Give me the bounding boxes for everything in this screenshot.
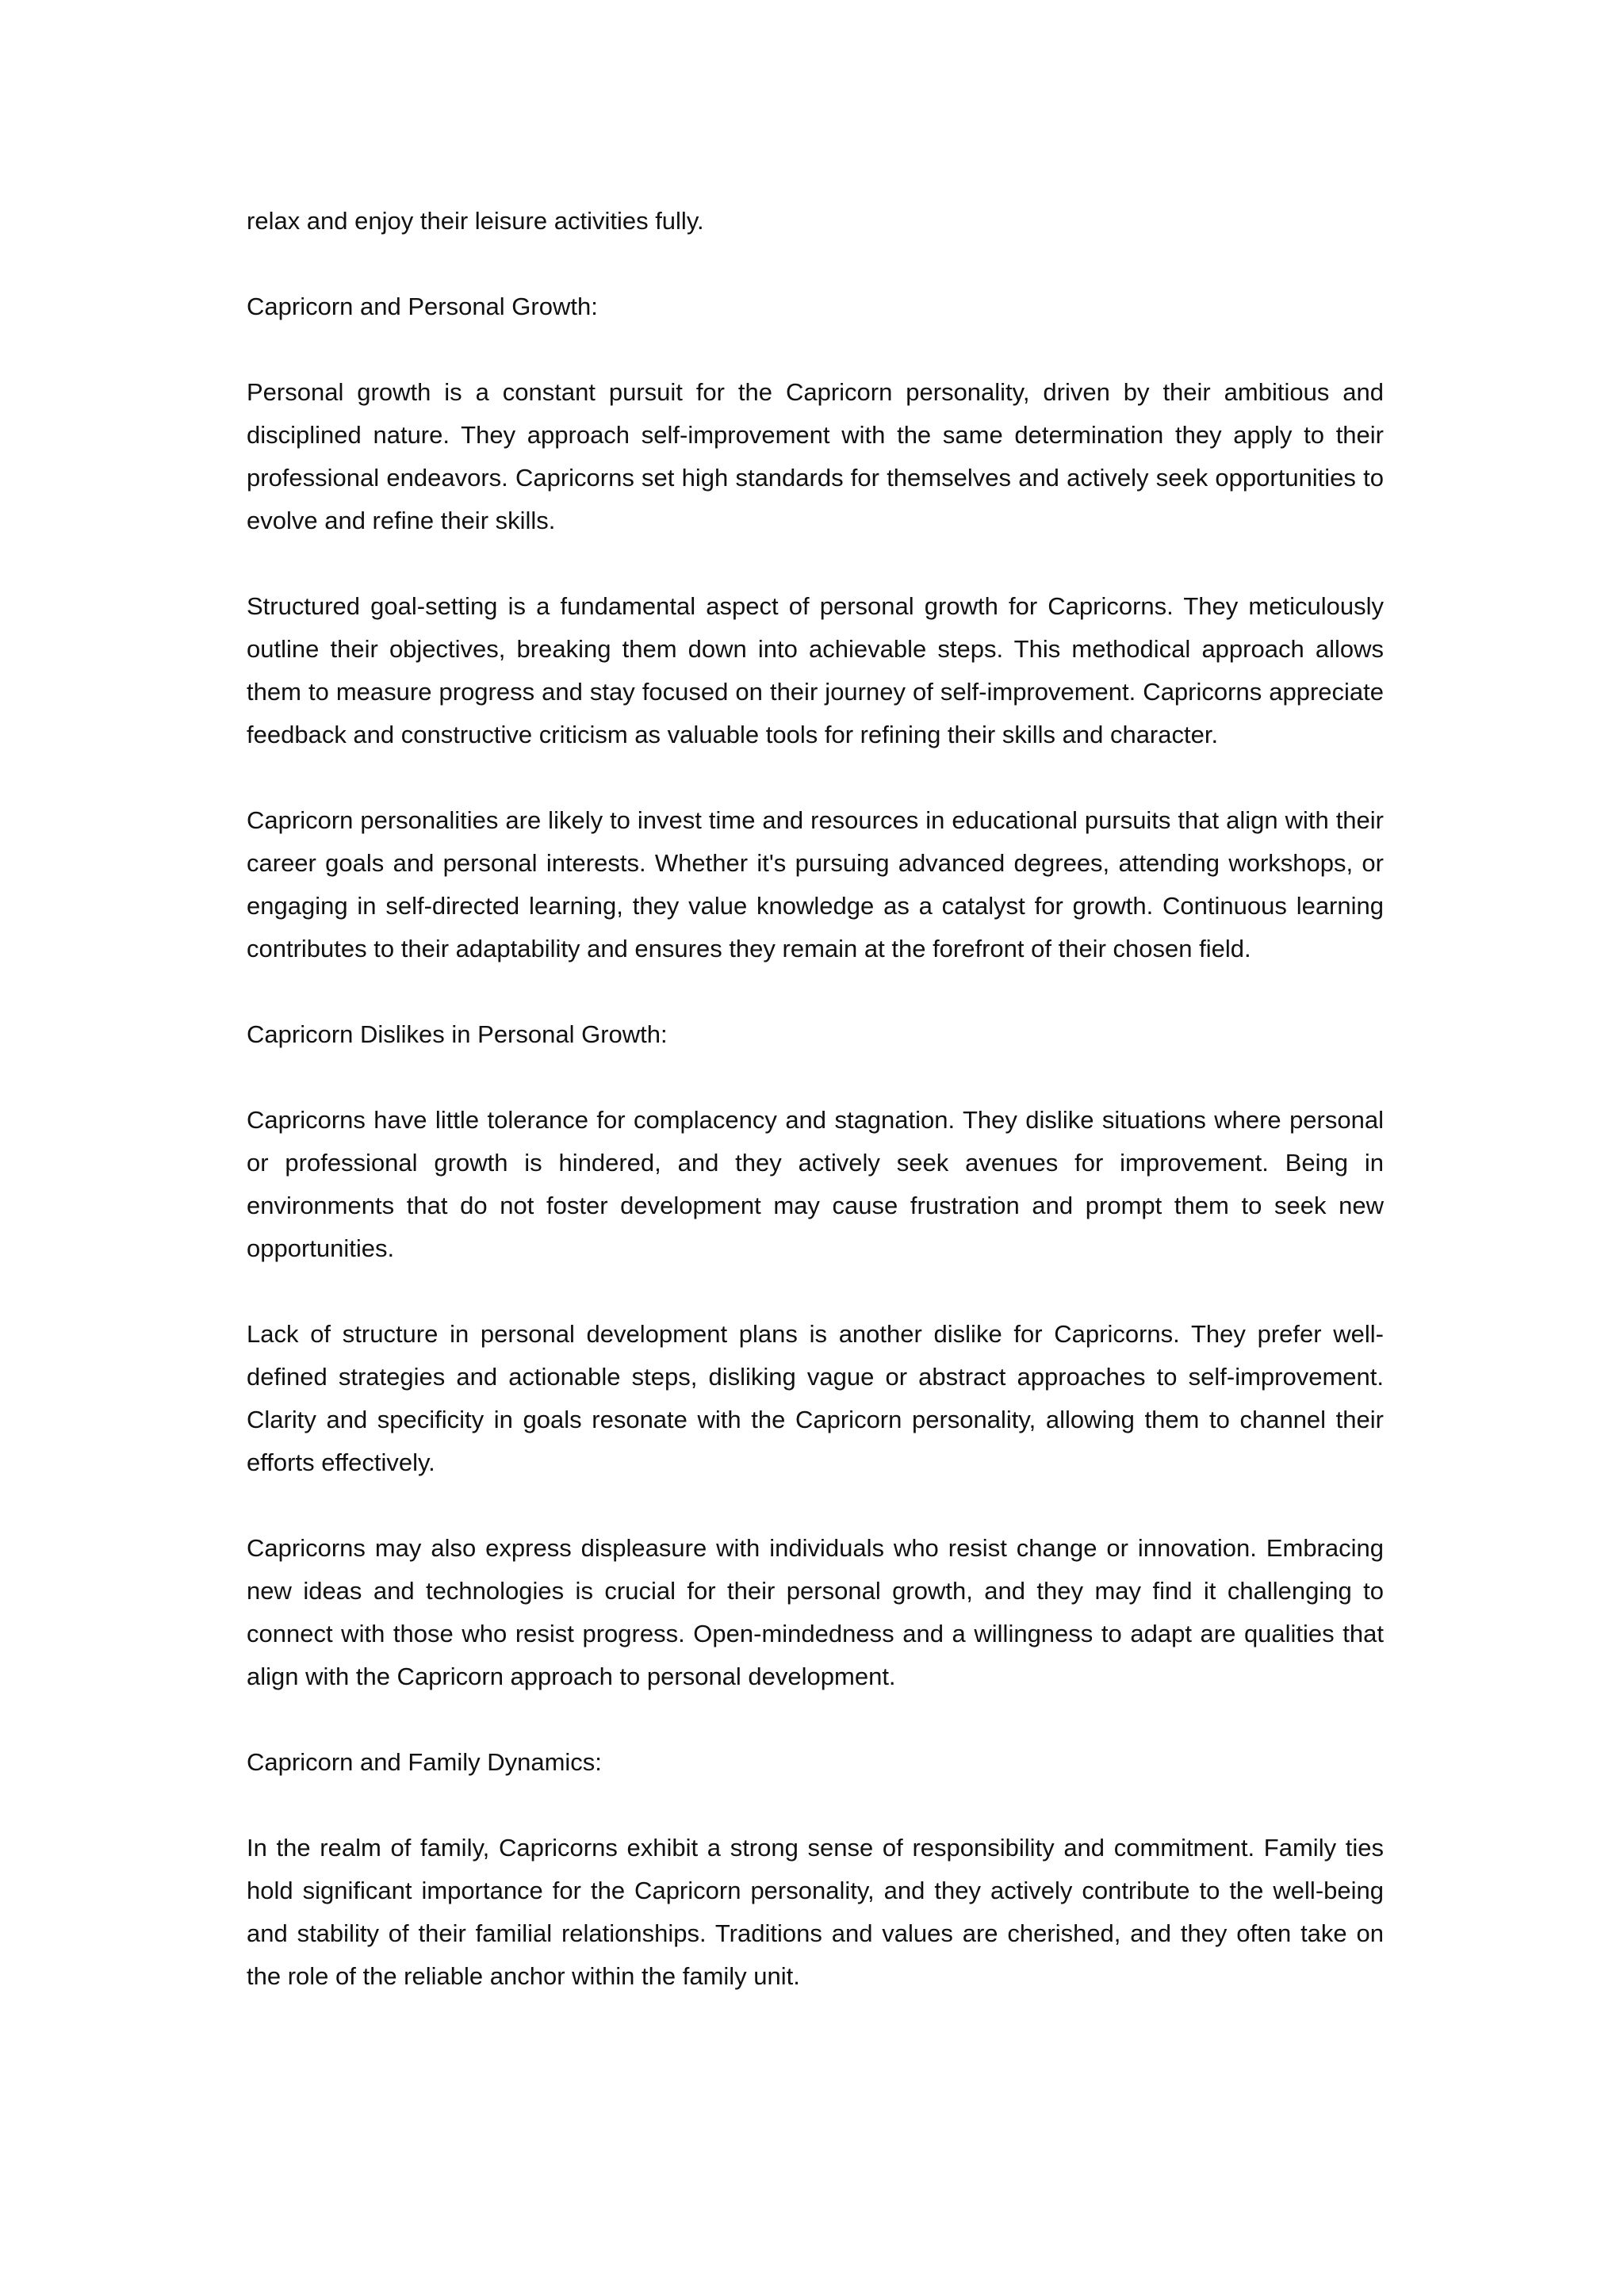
section-heading-personal-growth: Capricorn and Personal Growth: (247, 293, 598, 320)
paragraph: Capricorns may also express displeasure with individuals who resist change or innovation. Embracing new ideas and technologies is crucial for their personal growth, and they may find it challenging to connect with those who resist progress. Open-mindedness and a willingness to adapt are qualities that align with the Capricorn approach to personal development. (247, 1534, 1384, 1690)
paragraph: In the realm of family, Capricorns exhibit a strong sense of responsibility and commitment. Family ties hold significant importance for the Capricorn personality, and they actively contribute to the well-being and stability of their familial relationships. Traditions and values are cherished, and they often take on the role of the reliable anchor within the family unit. (247, 1834, 1384, 1990)
paragraph: Structured goal-setting is a fundamental aspect of personal growth for Capricorns. They meticulously outline their objectives, breaking them down into achievable steps. This methodical approach allows them to measure progress and stay focused on their journey of self-improvement. Capricorns appreciate feedback and constructive criticism as valuable tools for refining their skills and character. (247, 592, 1384, 748)
section-heading-family-dynamics: Capricorn and Family Dynamics: (247, 1748, 602, 1776)
section-heading-dislikes-personal-growth: Capricorn Dislikes in Personal Growth: (247, 1020, 668, 1048)
document-body (247, 200, 1384, 2041)
paragraph: Personal growth is a constant pursuit for the Capricorn personality, driven by their ambitious and disciplined nature. They approach self-improvement with the same determination they apply to their professional endeavors. Capricorns set high standards for themselves and actively seek opportunities to evolve and refine their skills. (247, 378, 1384, 534)
paragraph-continuation: relax and enjoy their leisure activities fully. (247, 207, 704, 235)
paragraph: Capricorn personalities are likely to invest time and resources in educational pursuits that align with their career goals and personal interests. Whether it's pursuing advanced degrees, attending workshops, or engaging in self-directed learning, they value knowledge as a catalyst for growth. Continuous learning contributes to their adaptability and ensures they remain at the forefront of their chosen field. (247, 806, 1384, 962)
paragraph: Lack of structure in personal development plans is another dislike for Capricorns. They prefer well-defined strategies and actionable steps, disliking vague or abstract approaches to self-improvement. Clarity and specificity in goals resonate with the Capricorn personality, allowing them to channel their efforts effectively. (247, 1320, 1384, 1476)
paragraph: Capricorns have little tolerance for complacency and stagnation. They dislike situations where personal or professional growth is hindered, and they actively seek avenues for improvement. Being in environments that do not foster development may cause frustration and prompt them to seek new opportunities. (247, 1106, 1384, 1262)
